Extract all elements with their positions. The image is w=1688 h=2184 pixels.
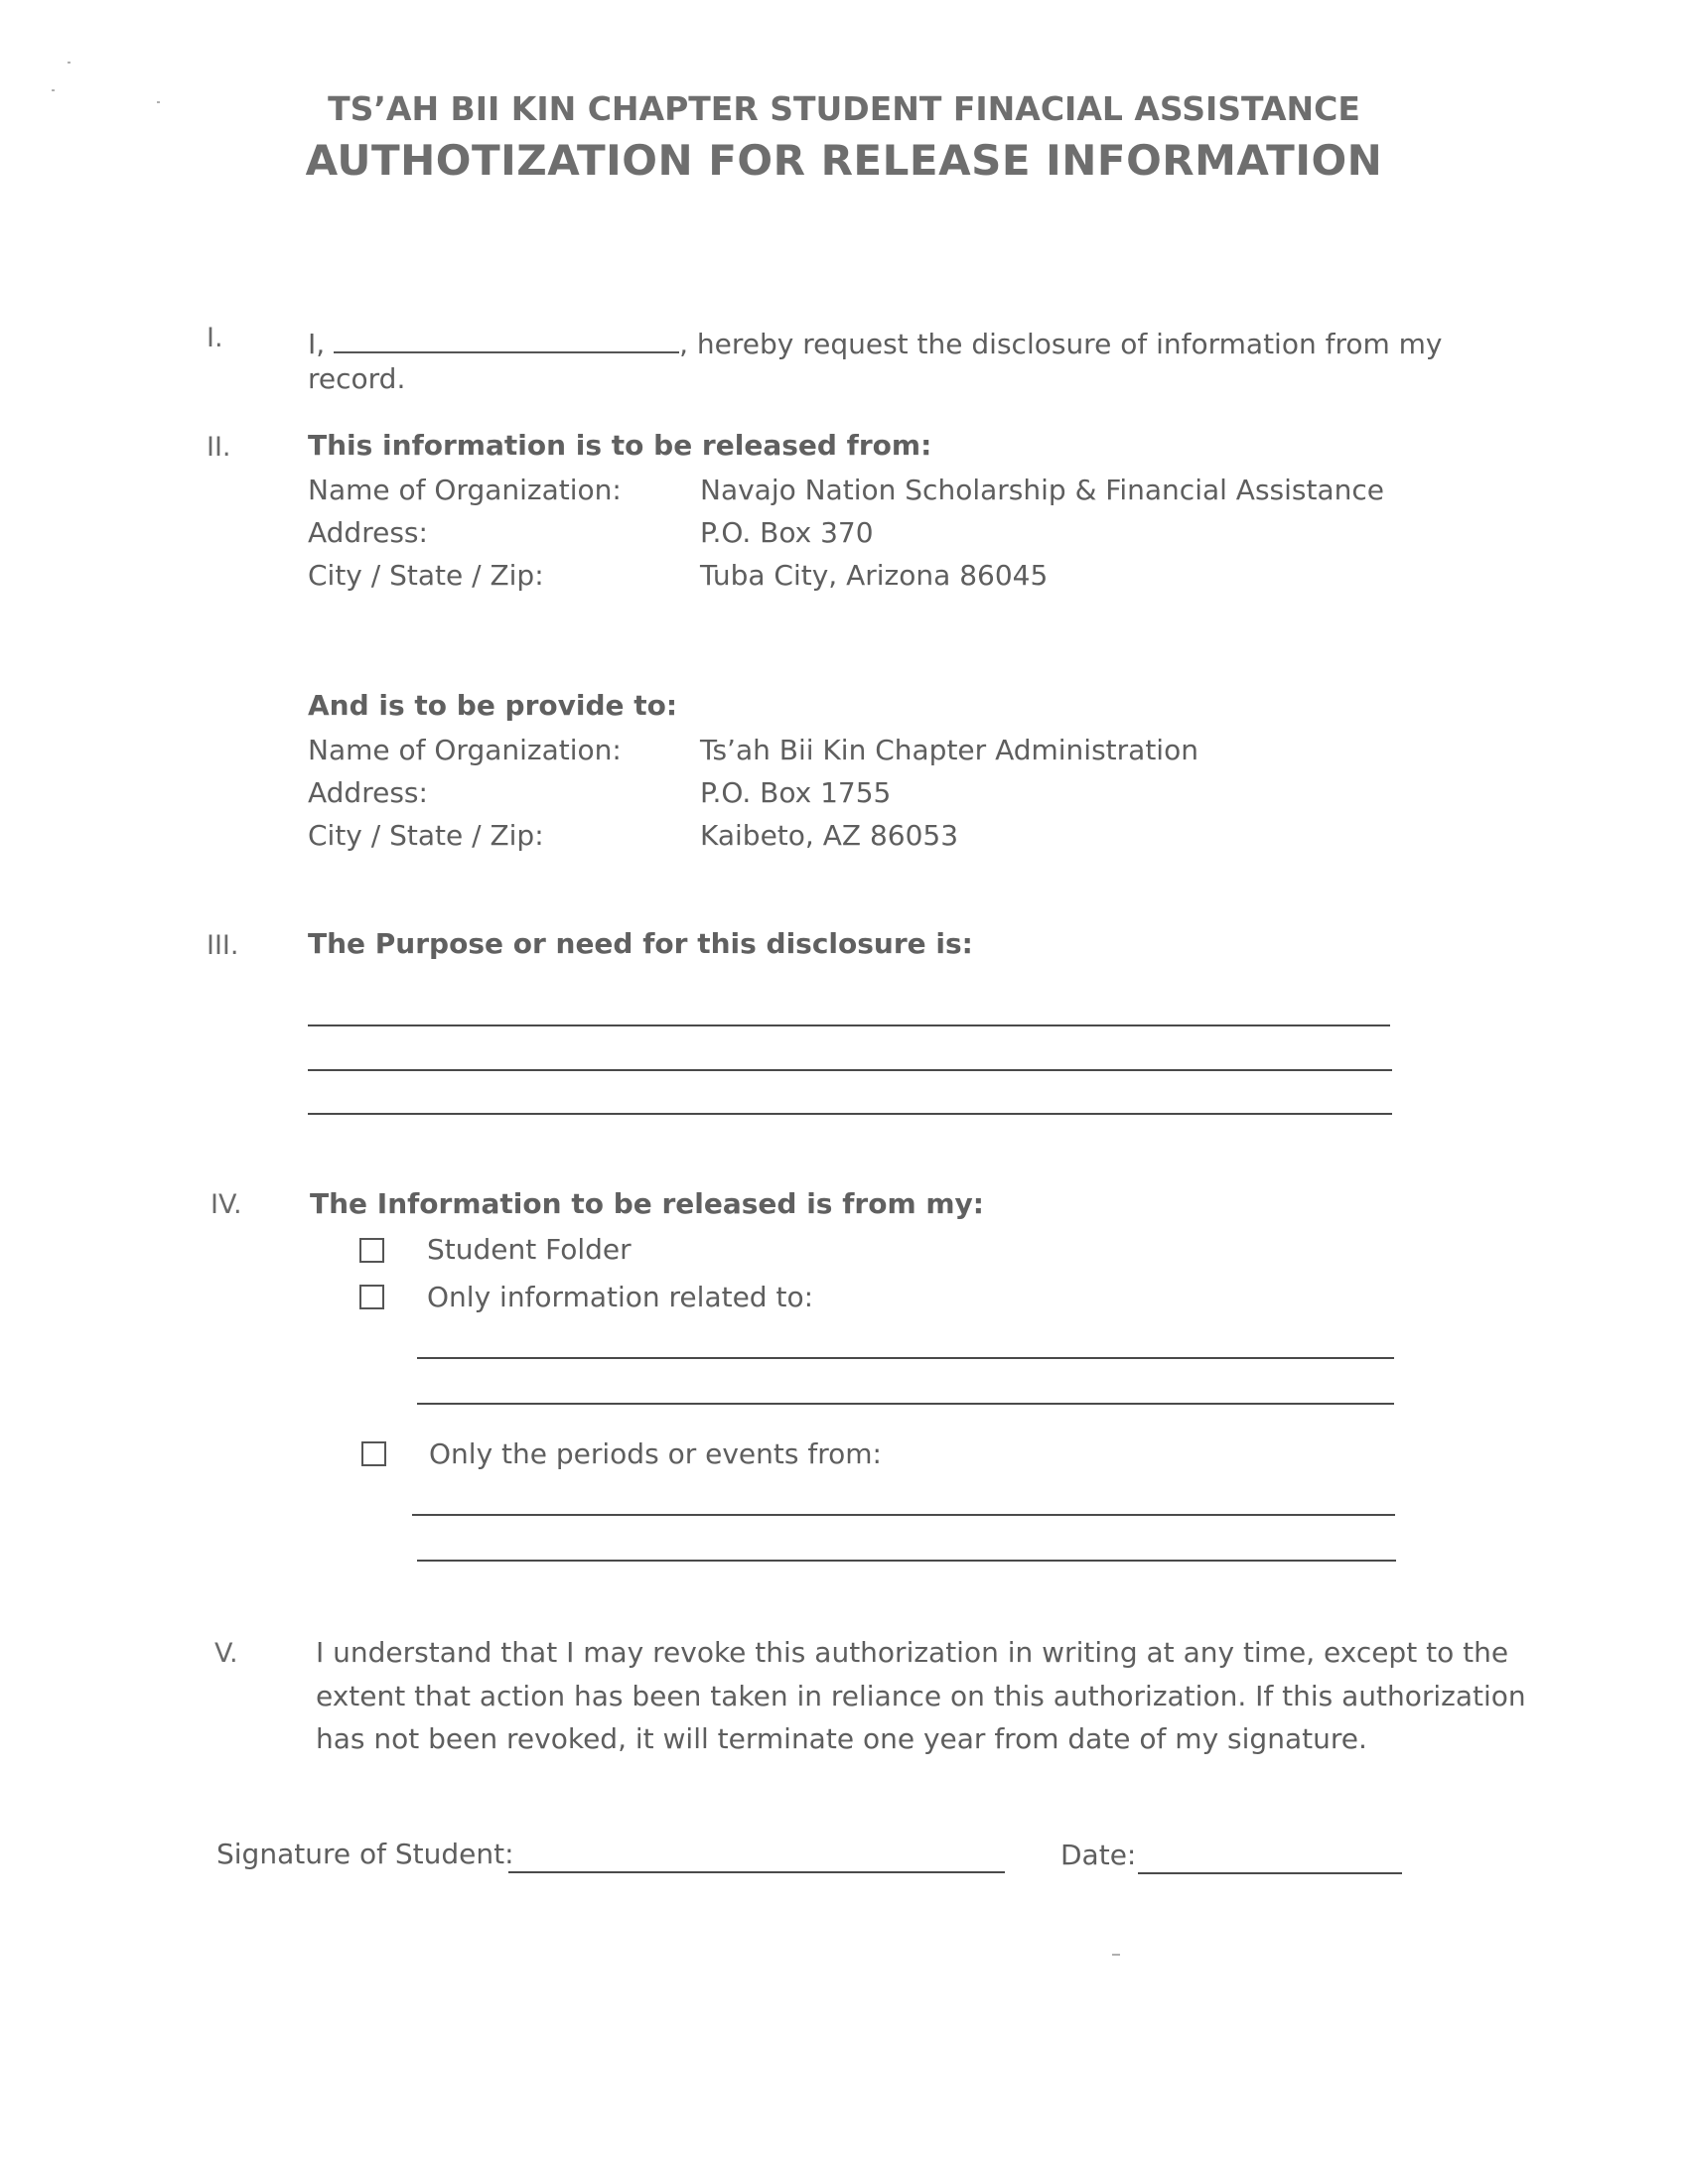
related-info-line[interactable] — [417, 1357, 1394, 1359]
form-title: AUTHOTIZATION FOR RELEASE INFORMATION — [305, 136, 1383, 185]
scan-speck — [1112, 1954, 1120, 1956]
released-from-heading: This information is to be released from: — [308, 429, 932, 462]
related-info-checkbox[interactable] — [359, 1285, 384, 1309]
date-label: Date: — [1060, 1839, 1137, 1871]
request-statement — [308, 322, 1443, 360]
from-address-label: Address: — [308, 516, 428, 549]
from-city-label: City / State / Zip: — [308, 559, 544, 592]
form-header-organization: TS’AH BII KIN CHAPTER STUDENT FINACIAL ASSISTANCE — [328, 89, 1360, 128]
scan-speck — [68, 62, 70, 64]
to-city-value: Kaibeto, AZ 86053 — [700, 819, 959, 852]
student-folder-checkbox[interactable] — [359, 1238, 384, 1263]
purpose-line[interactable] — [308, 1024, 1390, 1026]
from-org-value: Navajo Nation Scholarship & Financial Assistance — [700, 474, 1385, 506]
student-folder-label: Student Folder — [427, 1233, 632, 1266]
periods-events-line[interactable] — [417, 1560, 1396, 1562]
student-name-field[interactable] — [334, 322, 679, 353]
to-address-value: P.O. Box 1755 — [700, 776, 892, 809]
section-numeral-2: II. — [207, 432, 231, 463]
to-org-label: Name of Organization: — [308, 734, 622, 766]
request-suffix: , hereby request the disclosure of information from my — [679, 328, 1443, 360]
purpose-heading: The Purpose or need for this disclosure is: — [308, 927, 973, 960]
related-info-line[interactable] — [417, 1403, 1394, 1405]
from-org-label: Name of Organization: — [308, 474, 622, 506]
purpose-line[interactable] — [308, 1113, 1392, 1115]
section-numeral-5: V. — [214, 1638, 238, 1669]
related-info-label: Only information related to: — [427, 1281, 814, 1313]
purpose-line[interactable] — [308, 1069, 1392, 1071]
information-released-heading: The Information to be released is from my: — [310, 1187, 984, 1220]
periods-events-line[interactable] — [412, 1514, 1395, 1516]
to-org-value: Ts’ah Bii Kin Chapter Administration — [700, 734, 1198, 766]
to-address-label: Address: — [308, 776, 428, 809]
signature-label: Signature of Student: — [216, 1838, 514, 1870]
request-continuation: record. — [308, 362, 406, 395]
section-numeral-1: I. — [207, 323, 223, 353]
date-field[interactable] — [1138, 1839, 1402, 1874]
provided-to-heading: And is to be provide to: — [308, 689, 678, 722]
revocation-text-line-1: I understand that I may revoke this authorization in writing at any time, except to the — [316, 1636, 1509, 1669]
revocation-text-line-3: has not been revoked, it will terminate one year from date of my signature. — [316, 1722, 1367, 1755]
section-numeral-3: III. — [207, 930, 239, 961]
request-prefix: I, — [308, 328, 326, 360]
from-city-value: Tuba City, Arizona 86045 — [700, 559, 1049, 592]
revocation-text-line-2: extent that action has been taken in reliance on this authorization. If this authorization — [316, 1680, 1526, 1712]
periods-events-checkbox[interactable] — [361, 1441, 386, 1466]
periods-events-label: Only the periods or events from: — [429, 1437, 882, 1470]
section-numeral-4: IV. — [211, 1189, 242, 1220]
signature-field[interactable] — [508, 1838, 1005, 1873]
from-address-value: P.O. Box 370 — [700, 516, 874, 549]
to-city-label: City / State / Zip: — [308, 819, 544, 852]
